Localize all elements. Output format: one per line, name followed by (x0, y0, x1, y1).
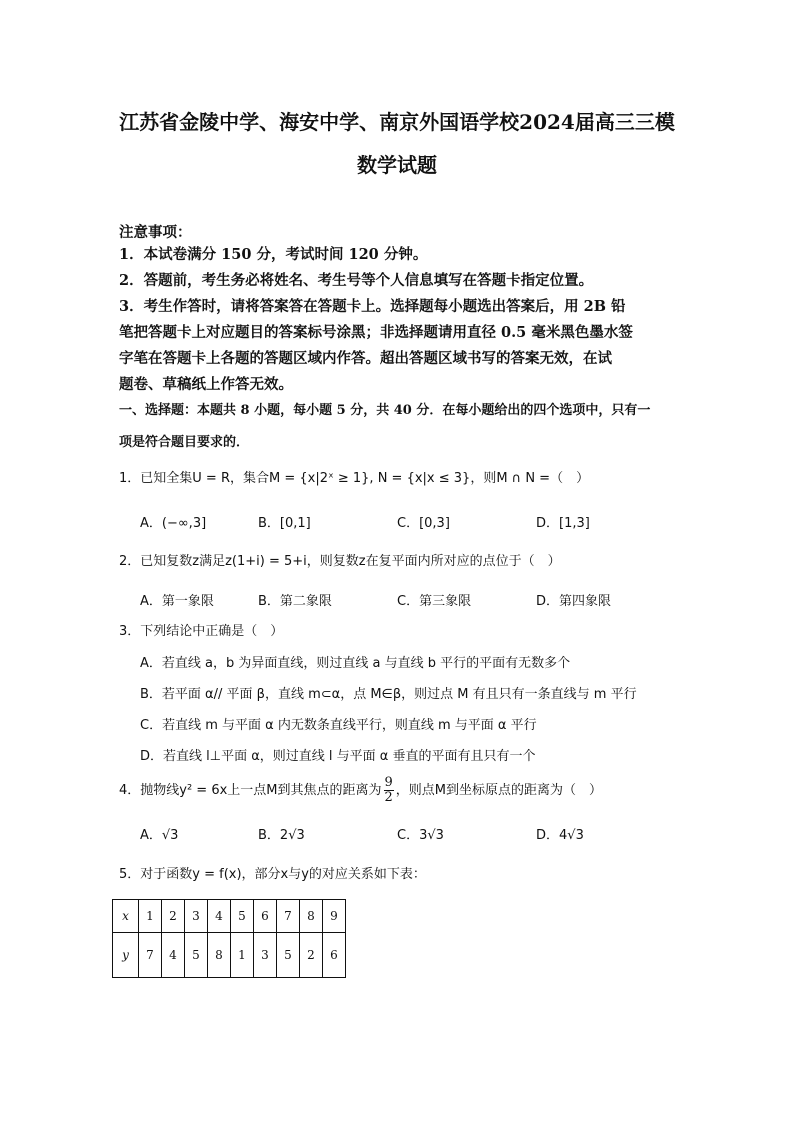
fraction-denominator: 2 (384, 790, 393, 805)
xy-value-table (112, 899, 346, 978)
table-row-x (113, 900, 346, 933)
section-heading-line2: 项是符合题目要求的． (119, 435, 250, 450)
question-3-option-b: B．若平面 α// 平面 β，直线 m⊂α，点 M∈β，则过点 M 有且只有一条直线与 m 平行 (140, 687, 637, 702)
section-heading-line1: 一、选择题：本题共 8 小题，每小题 5 分，共 40 分．在每小题给出的四个选项中，只有一 (119, 403, 651, 418)
notice-item-3-line3: 字笔在答题卡上各题的答题区域内作答。超出答题区域书写的答案无效，在试 (119, 350, 612, 367)
question-4-stem-after: ，则点M到坐标原点的距离为（ ） (395, 783, 603, 798)
table-cell: 2 (162, 900, 185, 933)
table-cell: 4 (208, 900, 231, 933)
exam-title-line1: 江苏省金陵中学、海安中学、南京外国语学校2024届高三三模 (119, 110, 675, 134)
question-4-option-a: A．√3 (140, 828, 179, 843)
notice-item-3-line1: 3．考生作答时，请将答案答在答题卡上。选择题每小题选出答案后，用 2B 铅 (119, 298, 626, 315)
question-4-stem (119, 776, 602, 805)
question-2-option-c: C．第三象限 (397, 594, 472, 609)
fraction-numerator: 9 (384, 775, 393, 790)
question-1-option-c: C．[0,3] (397, 516, 450, 531)
question-1-option-a: A．(−∞,3] (140, 516, 207, 531)
table-cell: 1 (139, 900, 162, 933)
question-4-stem-before: 4．抛物线y² = 6x上一点M到其焦点的距离为 (119, 783, 382, 798)
notice-item-3-line2: 笔把答题卡上对应题目的答案标号涂黑；非选择题请用直径 0.5 毫米黑色墨水签 (119, 324, 633, 341)
table-cell: 4 (162, 933, 185, 978)
table-cell: 3 (254, 933, 277, 978)
table-cell: 7 (139, 933, 162, 978)
question-2-stem: 2．已知复数z满足z(1+i) = 5+i，则复数z在复平面内所对应的点位于（ ） (119, 554, 561, 569)
table-cell: 3 (185, 900, 208, 933)
table-cell: 5 (277, 933, 300, 978)
question-2-option-b: B．第二象限 (258, 594, 332, 609)
exam-title-line2: 数学试题 (357, 153, 437, 177)
question-4-option-b: B．2√3 (258, 828, 305, 843)
table-cell: 6 (323, 933, 346, 978)
question-3-stem: 3．下列结论中正确是（ ） (119, 624, 284, 639)
table-cell: 1 (231, 933, 254, 978)
question-4-option-d: D．4√3 (536, 828, 584, 843)
table-cell: 6 (254, 900, 277, 933)
table-cell: 2 (300, 933, 323, 978)
question-4-fraction (384, 776, 394, 805)
table-cell: 9 (323, 900, 346, 933)
notice-heading: 注意事项： (119, 224, 192, 241)
table-header-x: x (113, 900, 139, 933)
question-1-option-d: D．[1,3] (536, 516, 590, 531)
question-2-option-a: A．第一象限 (140, 594, 214, 609)
question-5-stem: 5．对于函数y = f(x)，部分x与y的对应关系如下表： (119, 867, 426, 882)
notice-item-2: 2．答题前，考生务必将姓名、考生号等个人信息填写在答题卡指定位置。 (119, 272, 594, 289)
question-2-option-d: D．第四象限 (536, 594, 612, 609)
table-cell: 7 (277, 900, 300, 933)
question-3-option-c: C．若直线 m 与平面 α 内无数条直线平行，则直线 m 与平面 α 平行 (140, 718, 537, 733)
table-cell: 8 (208, 933, 231, 978)
table-cell: 8 (300, 900, 323, 933)
question-1-option-b: B．[0,1] (258, 516, 311, 531)
table-cell: 5 (185, 933, 208, 978)
question-1-stem: 1．已知全集U = R，集合M = {x|2ˣ ≥ 1}, N = {x|x ≤ 3}，则M ∩ N =（ ） (119, 471, 590, 486)
question-4-option-c: C．3√3 (397, 828, 444, 843)
table-cell: 5 (231, 900, 254, 933)
question-3-option-a: A．若直线 a，b 为异面直线，则过直线 a 与直线 b 平行的平面有无数多个 (140, 656, 571, 671)
table-row-y (113, 933, 346, 978)
notice-item-3-line4: 题卷、草稿纸上作答无效。 (119, 376, 293, 393)
table-header-y: y (113, 933, 139, 978)
notice-item-1: 1．本试卷满分 150 分，考试时间 120 分钟。 (119, 246, 428, 263)
question-3-option-d: D．若直线 l⊥平面 α，则过直线 l 与平面 α 垂直的平面有且只有一个 (140, 749, 536, 764)
